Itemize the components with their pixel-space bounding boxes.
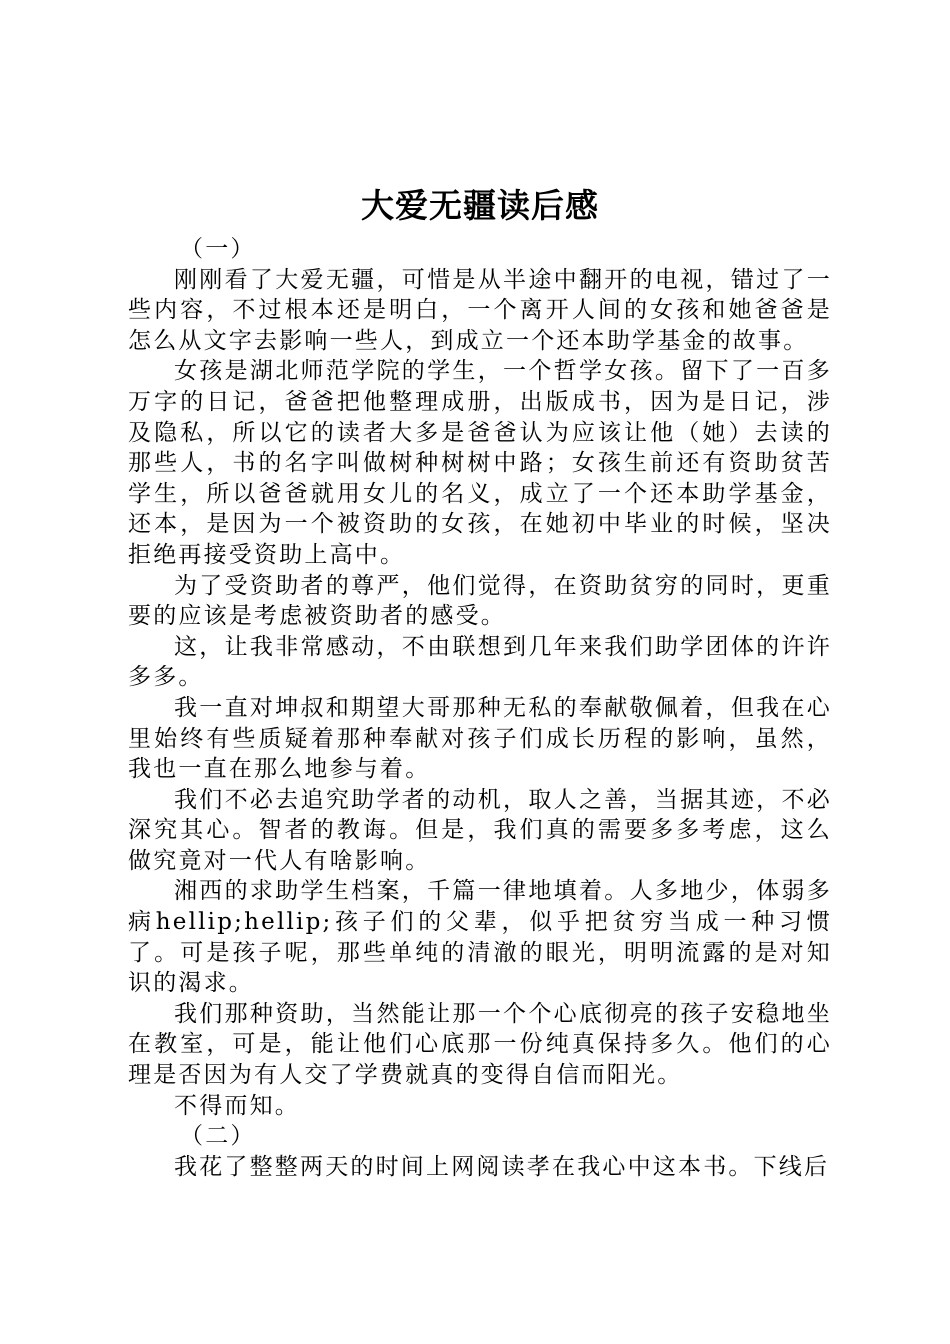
paragraph: 刚刚看了大爱无疆，可惜是从半途中翻开的电视，错过了一些内容，不过根本还是明白，一个离开人间的女孩和她爸爸是怎么从文字去影响一些人，到成立一个还本助学基金的故事。 — [128, 266, 832, 354]
paragraph: 我一直对坤叔和期望大哥那种无私的奉献敬佩着，但我在心里始终有些质疑着那种奉献对孩子们成长历程的影响，虽然，我也一直在那么地参与着。 — [128, 694, 832, 783]
paragraph: 湘西的求助学生档案，千篇一律地填着。人多地少，体弱多病hellip;hellip;孩子们的父辈，似乎把贫穷当成一种习惯了。可是孩子呢，那些单纯的清澈的眼光，明明流露的是对知识的渴求。 — [128, 878, 832, 997]
document-body — [128, 234, 832, 1182]
section-two-label: （二） — [180, 1123, 256, 1150]
document-page — [128, 180, 832, 1182]
paragraph: 我们不必去追究助学者的动机，取人之善，当据其迹，不必深究其心。智者的教诲。但是，我们真的需要多多考虑，这么做究竟对一代人有啥影响。 — [128, 786, 832, 874]
paragraph: 我们那种资助，当然能让那一个个心底彻亮的孩子安稳地坐在教室，可是，能让他们心底那一份纯真保持多久。他们的心理是否因为有人交了学费就真的变得自信而阳光。 — [128, 1000, 832, 1089]
section-one-label: （一） — [180, 236, 256, 262]
paragraph: 为了受资助者的尊严，他们觉得，在资助贫穷的同时，更重要的应该是考虑被资助者的感受。 — [128, 572, 832, 630]
document-title: 大爱无疆读后感 — [361, 186, 599, 225]
paragraph: 不得而知。 — [174, 1092, 300, 1119]
paragraph: 女孩是湖北师范学院的学生，一个哲学女孩。留下了一百多万字的日记，爸爸把他整理成册，出版成书，因为是日记，涉及隐私，所以它的读者大多是爸爸认为应该让他（她）去读的那些人，书的名字叫做树种树树中路；女孩生前还有资助贫苦学生，所以爸爸就用女儿的名义，成立了一个还本助学基金，还本，是因为一个被资助的女孩，在她初中毕业的时候，坚决拒绝再接受资助上高中。 — [128, 358, 832, 568]
paragraph: 我花了整整两天的时间上网阅读孝在我心中这本书。下线后 — [174, 1153, 830, 1180]
paragraph: 这，让我非常感动，不由联想到几年来我们助学团体的许许多多。 — [128, 633, 832, 691]
